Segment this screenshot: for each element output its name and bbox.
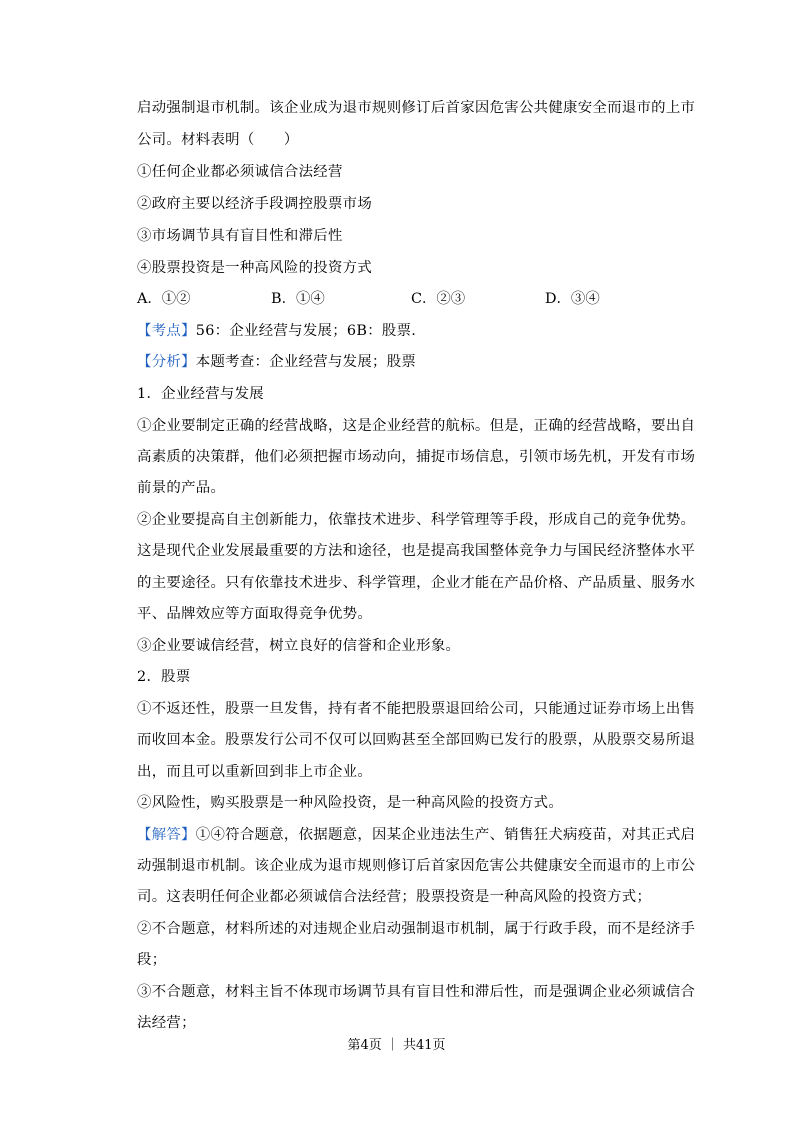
analysis-line: 而收回本金。股票发行公司不仅可以回购甚至全部回购已发行的股票，从股票交易所退: [137, 732, 696, 748]
analysis-line: 这是现代企业发展最重要的方法和途径，也是提高我国整体竞争力与国民经济整体水平: [137, 543, 696, 559]
kaodian-line: [137, 321, 416, 341]
question-item: ①任何企业都必须诚信合法经营: [137, 164, 343, 180]
analysis-line: 的主要途径。只有依靠技术进步、科学管理，企业才能在产品价格、产品质量、服务水: [137, 575, 696, 591]
fenxi-tag: 【分析】: [137, 354, 196, 370]
jieda-tag: 【解答】: [137, 827, 196, 843]
solution-line: 动强制退市机制。该企业成为退市规则修订后首家因危害公共健康安全而退市的上市公: [137, 858, 696, 874]
analysis-line: 前景的产品。: [137, 480, 226, 496]
fenxi-line: [137, 352, 416, 372]
analysis-line: ②风险性，购买股票是一种风险投资，是一种高风险的投资方式。: [137, 795, 564, 811]
option-a: A．①②: [137, 291, 191, 307]
question-item: ②政府主要以经济手段调控股票市场: [137, 196, 373, 212]
solution-line: 法经营；: [137, 1015, 196, 1031]
analysis-line: 高素质的决策群，他们必须把握市场动向，捕捉市场信息，引领市场先机，开发有市场: [137, 449, 696, 465]
analysis-line: ②企业要提高自主创新能力，依靠技术进步、科学管理等手段，形成自己的竞争优势。: [137, 512, 696, 528]
solution-line: 段；: [137, 952, 167, 968]
fenxi-text: 本题考查：企业经营与发展；股票: [195, 354, 417, 370]
jieda-text: ①④符合题意，依据题意，因某企业违法生产、销售狂犬病疫苗，对其正式启: [195, 827, 696, 843]
page-footer: 第4页 ｜ 共41页: [347, 1038, 446, 1053]
jieda-line: [137, 825, 695, 845]
analysis-line: ①企业要制定正确的经营战略，这是企业经营的航标。但是，正确的经营战略，要出自: [137, 418, 696, 434]
analysis-line: ①不返还性，股票一旦发售，持有者不能把股票退回给公司，只能通过证券市场上出售: [137, 701, 696, 717]
question-stem-line: 公司。材料表明（ ）: [137, 132, 299, 148]
option-c: C．②③: [411, 291, 466, 307]
analysis-line: 2．股票: [137, 669, 191, 685]
analysis-line: 平、品牌效应等方面取得竞争优势。: [137, 606, 373, 622]
question-item: ④股票投资是一种高风险的投资方式: [137, 260, 373, 276]
solution-line: ②不合题意，材料所述的对违规企业启动强制退市机制，属于行政手段，而不是经济手: [137, 921, 696, 937]
analysis-line: ③企业要诚信经营，树立良好的信誉和企业形象。: [137, 638, 461, 654]
option-b: B．①④: [271, 291, 325, 307]
kaodian-tag: 【考点】: [137, 323, 196, 339]
question-stem-line: 启动强制退市机制。该企业成为退市规则修订后首家因危害公共健康安全而退市的上市: [137, 100, 696, 116]
option-d: D．③④: [545, 291, 600, 307]
question-item: ③市场调节具有盲目性和滞后性: [137, 228, 343, 244]
solution-line: ③不合题意，材料主旨不体现市场调节具有盲目性和滞后性，而是强调企业必须诚信合: [137, 984, 696, 1000]
analysis-line: 出，而且可以重新回到非上市企业。: [137, 764, 373, 780]
analysis-line: 1．企业经营与发展: [137, 386, 264, 402]
solution-line: 司。这表明任何企业都必须诚信合法经营；股票投资是一种高风险的投资方式；: [137, 889, 652, 905]
kaodian-text: 56：企业经营与发展；6B：股票.: [195, 323, 417, 339]
